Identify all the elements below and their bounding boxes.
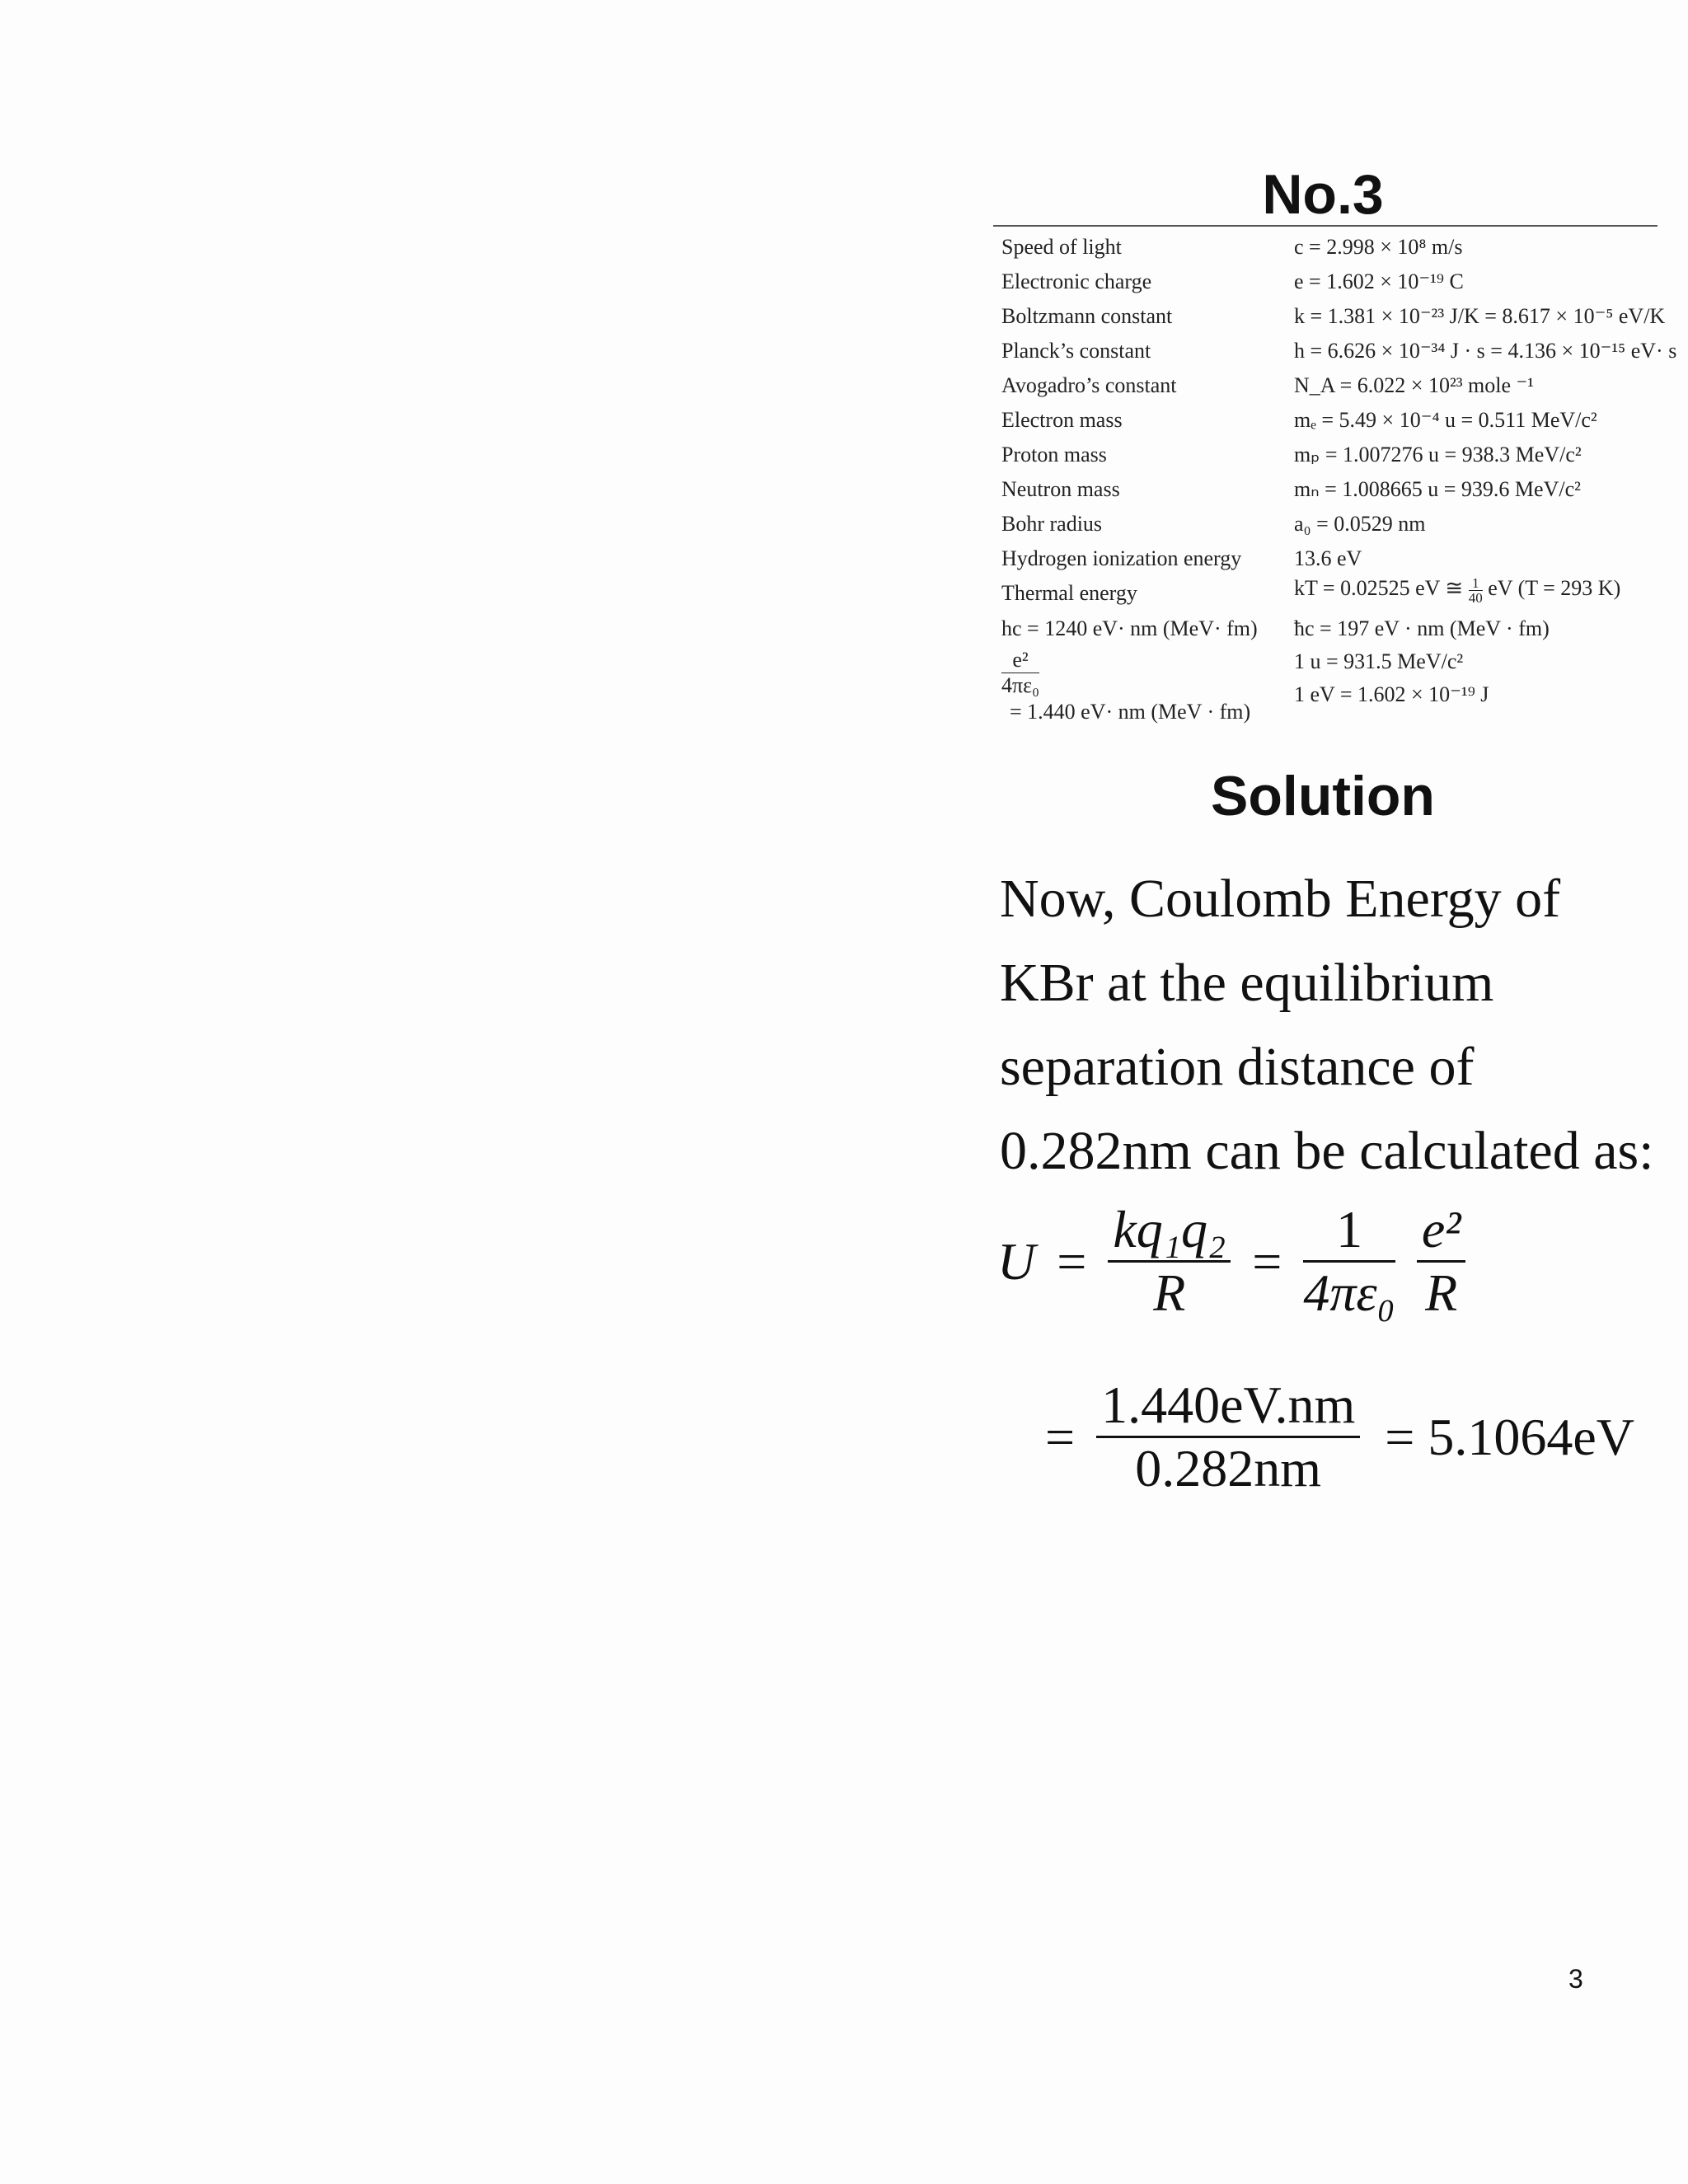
equation-line-2 xyxy=(1045,1375,1634,1499)
numeric-fraction xyxy=(1096,1375,1360,1499)
constant-value: mₑ = 5.49 × 10⁻⁴ u = 0.511 MeV/c² xyxy=(1294,408,1597,432)
hc-value: hc = 1240 eV· nm (MeV· fm) xyxy=(1001,616,1258,640)
constant-row xyxy=(1001,300,1666,335)
constants-table xyxy=(1001,231,1677,612)
constant-value: c = 2.998 × 10⁸ m/s xyxy=(1294,235,1463,259)
e2-fraction xyxy=(1001,648,1039,698)
equals-sign: = xyxy=(1045,1407,1076,1466)
constant-name: Planck’s constant xyxy=(1001,339,1151,363)
constant-row xyxy=(1001,508,1661,542)
fraction-numerator: e² xyxy=(1001,648,1039,673)
constant-name: Speed of light xyxy=(1001,235,1122,259)
constant-value: mₚ = 1.007276 u = 938.3 MeV/c² xyxy=(1294,443,1582,466)
constant-name: Boltzmann constant xyxy=(1001,304,1173,328)
equals-sign: = xyxy=(1057,1231,1087,1291)
constant-row xyxy=(1001,542,1661,577)
thermal-energy-fraction xyxy=(1469,576,1483,605)
constant-row xyxy=(1001,574,1661,612)
table-top-rule xyxy=(993,225,1658,227)
fraction-denominator: 4πε₀ xyxy=(1303,1263,1395,1322)
e2-value: = 1.440 eV· nm (MeV · fm) xyxy=(1010,700,1251,724)
fraction-numerator: e² xyxy=(1417,1199,1466,1263)
hbar-c-value: ħc = 197 eV · nm (MeV · fm) xyxy=(1294,616,1550,640)
constant-row xyxy=(1001,265,1661,300)
constant-name: Electronic charge xyxy=(1001,269,1152,293)
coulomb-fraction xyxy=(1108,1199,1231,1324)
equation-line-1 xyxy=(997,1199,1465,1324)
constant-name: Electron mass xyxy=(1001,408,1123,432)
constant-value: a₀ = 0.0529 nm xyxy=(1294,512,1426,536)
solution-paragraph: Now, Coulomb Energy of KBr at the equilibrium separation distance of 0.282nm can be calculated as: xyxy=(1000,869,1654,1181)
constant-row xyxy=(1001,438,1661,473)
equals-sign: = xyxy=(1252,1231,1282,1291)
charge-distance-fraction xyxy=(1417,1199,1466,1324)
fraction-denominator: R xyxy=(1153,1263,1186,1322)
constant-row xyxy=(1001,335,1677,369)
constant-name: Neutron mass xyxy=(1001,477,1120,501)
fraction-denominator: R xyxy=(1425,1263,1458,1322)
fraction-numerator: kq₁q₂ xyxy=(1108,1199,1231,1263)
electron-volt-value: 1 eV = 1.602 × 10⁻¹⁹ J xyxy=(1294,682,1489,706)
constant-name: Hydrogen ionization energy xyxy=(1001,546,1242,570)
constant-name: Thermal energy xyxy=(1001,581,1137,605)
fraction-denominator: 40 xyxy=(1468,589,1483,606)
constant-value xyxy=(1294,575,1620,605)
constant-row xyxy=(1001,231,1661,265)
page-number: 3 xyxy=(1568,1964,1583,1994)
constant-name: Bohr radius xyxy=(1001,512,1103,536)
fraction-numerator: 1.440eV.nm xyxy=(1096,1375,1360,1438)
equation-result: = 5.1064eV xyxy=(1385,1407,1634,1466)
e2-over-4pi-eps0 xyxy=(1001,648,1282,724)
fraction-numerator: 1 xyxy=(1469,576,1483,591)
constant-name: Avogadro’s constant xyxy=(1001,373,1177,397)
fraction-numerator: 1 xyxy=(1303,1199,1395,1263)
constant-name: Proton mass xyxy=(1001,443,1107,466)
problem-heading: No.3 xyxy=(1262,163,1384,226)
constant-row xyxy=(1001,369,1661,404)
atomic-mass-unit-value: 1 u = 931.5 MeV/c² xyxy=(1294,649,1464,673)
equation-lhs: U xyxy=(997,1231,1036,1291)
constant-row xyxy=(1001,404,1661,438)
constant-value: N_A = 6.022 × 10²³ mole ⁻¹ xyxy=(1294,373,1535,397)
constant-value: mₙ = 1.008665 u = 939.6 MeV/c² xyxy=(1294,477,1581,501)
constant-row xyxy=(1001,473,1661,508)
derived-right-column xyxy=(1294,616,1657,715)
thermal-energy-lhs: kT = 0.02525 eV ≅ xyxy=(1294,576,1464,600)
fraction-denominator: 4πε₀ xyxy=(1001,673,1040,697)
constant-value: e = 1.602 × 10⁻¹⁹ C xyxy=(1294,269,1464,293)
fraction-denominator: 0.282nm xyxy=(1135,1439,1322,1497)
constant-value: h = 6.626 × 10⁻³⁴ J · s = 4.136 × 10⁻¹⁵ eV· s xyxy=(1294,339,1677,363)
derived-left-column xyxy=(1001,616,1282,724)
solution-heading: Solution xyxy=(1211,765,1435,827)
thermal-energy-rhs: eV (T = 293 K) xyxy=(1488,576,1621,600)
permittivity-fraction xyxy=(1303,1199,1395,1324)
constant-value: 13.6 eV xyxy=(1294,546,1362,570)
constant-value: k = 1.381 × 10⁻²³ J/K = 8.617 × 10⁻⁵ eV/K xyxy=(1294,304,1666,328)
